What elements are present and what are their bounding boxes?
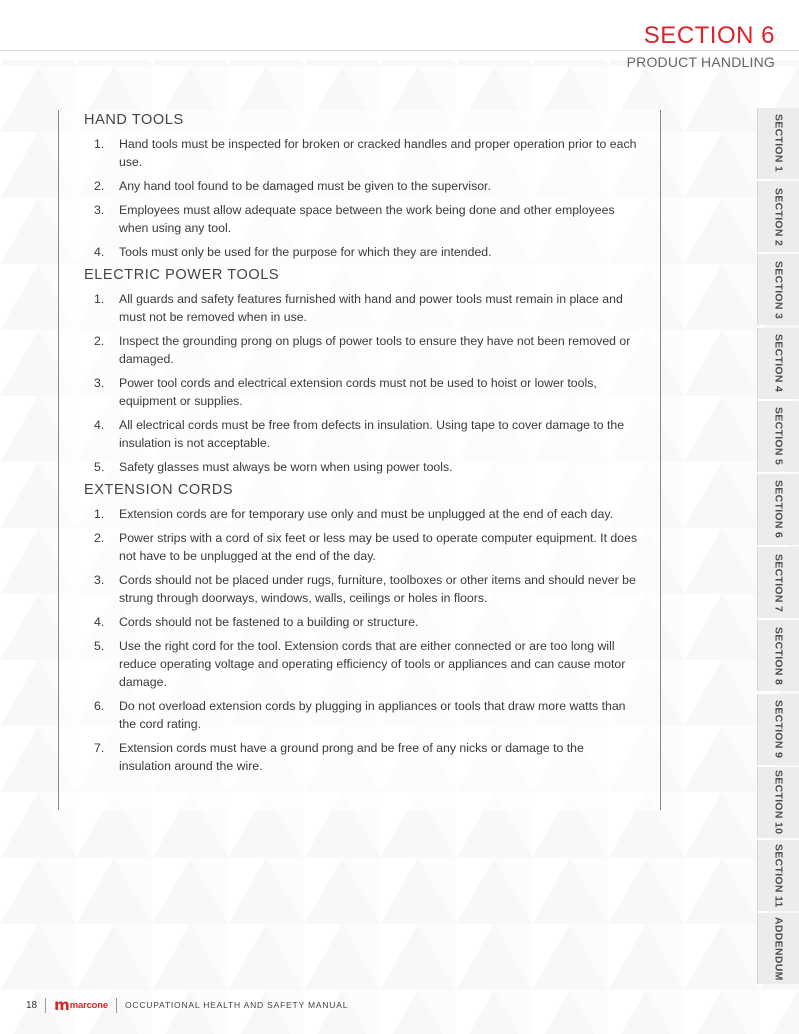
footer-divider (116, 998, 117, 1013)
tab-section-4[interactable] (757, 328, 799, 399)
item-text: Cords should not be fastened to a building or structure. (119, 615, 419, 629)
list-item (84, 505, 638, 523)
page-number: 18 (26, 999, 38, 1011)
tab-label: SECTION 4 (772, 333, 785, 393)
section-heading-hand-tools: HAND TOOLS (84, 112, 184, 128)
list-item (84, 637, 638, 691)
item-text: Use the right cord for the tool. Extension cords that are either connected or are too long will reduce operating voltage and operating efficiency of tools or appliances and can cause motor damage. (119, 639, 626, 689)
item-text: All guards and safety features furnished with hand and power tools must remain in place and must not be removed when in use. (119, 292, 623, 324)
item-number: 4. (94, 245, 105, 259)
item-number: 7. (94, 741, 105, 755)
list-item (84, 571, 638, 607)
hand-tools-list (84, 135, 638, 261)
list-item (84, 529, 638, 565)
item-text: Power strips with a cord of six feet or less may be used to operate computer equipment. It does not have to be unplugged at the end of the day. (119, 531, 638, 563)
tab-label: SECTION 9 (772, 699, 785, 759)
tab-section-7[interactable] (757, 547, 799, 618)
tab-label: SECTION 2 (772, 187, 785, 246)
tab-label: SECTION 5 (772, 407, 785, 466)
list-item (84, 332, 638, 368)
section-title: SECTION 6 (643, 22, 775, 49)
item-number: 3. (94, 376, 105, 390)
tab-section-1[interactable] (757, 108, 799, 179)
list-item (84, 739, 638, 775)
tab-label: ADDENDUM (772, 916, 785, 981)
tab-section-8[interactable] (757, 620, 799, 691)
item-text: Employees must allow adequate space between the work being done and other employees when using any tool. (119, 203, 615, 235)
item-text: Tools must only be used for the purpose for which they are intended. (119, 245, 492, 259)
list-item (84, 177, 638, 195)
tab-label: SECTION 1 (772, 114, 785, 173)
tab-section-11[interactable] (757, 840, 799, 911)
list-item (84, 416, 638, 452)
item-number: 5. (94, 460, 105, 474)
item-number: 3. (94, 203, 105, 217)
item-number: 2. (94, 531, 105, 545)
item-number: 2. (94, 179, 105, 193)
item-number: 1. (94, 137, 105, 151)
item-text: Inspect the grounding prong on plugs of power tools to ensure they have not been removed or damaged. (119, 334, 631, 366)
list-item (84, 243, 638, 261)
page-header (627, 22, 775, 71)
footer-divider (45, 998, 46, 1013)
tab-label: SECTION 8 (772, 626, 785, 685)
tab-section-10[interactable] (757, 767, 799, 838)
list-item (84, 458, 638, 476)
tab-label: SECTION 3 (772, 260, 785, 319)
list-item (84, 290, 638, 326)
tab-label: SECTION 11 (772, 843, 785, 908)
tab-section-6[interactable] (757, 474, 799, 545)
item-number: 4. (94, 418, 105, 432)
tab-section-9[interactable] (757, 694, 799, 765)
section-subtitle: PRODUCT HANDLING (626, 54, 775, 70)
tab-section-5[interactable] (757, 401, 799, 472)
item-text: Do not overload extension cords by plugging in appliances or tools that draw more watts than the cord rating. (119, 699, 626, 731)
item-number: 3. (94, 573, 105, 587)
item-text: Power tool cords and electrical extension cords must not be used to hoist or lower tools, equipment or supplies. (119, 376, 597, 408)
list-item (84, 697, 638, 733)
item-number: 2. (94, 334, 105, 348)
item-text: Hand tools must be inspected for broken or cracked handles and proper operation prior to each use. (119, 137, 637, 169)
tab-section-2[interactable] (757, 181, 799, 252)
electric-power-tools-list (84, 290, 638, 476)
list-item (84, 135, 638, 171)
page-footer (26, 997, 348, 1013)
item-number: 4. (94, 615, 105, 629)
item-number: 5. (94, 639, 105, 653)
item-text: All electrical cords must be free from defects in insulation. Using tape to cover damage to the insulation is not acceptable. (119, 418, 625, 450)
item-text: Any hand tool found to be damaged must be given to the supervisor. (119, 179, 491, 193)
tab-label: SECTION 7 (772, 553, 785, 612)
manual-title: OCCUPATIONAL HEALTH AND SAFETY MANUAL (124, 1000, 349, 1010)
section-heading-electric-power-tools: ELECTRIC POWER TOOLS (84, 267, 280, 283)
item-number: 1. (94, 292, 105, 306)
tab-addendum[interactable] (757, 913, 799, 984)
item-text: Cords should not be placed under rugs, furniture, toolboxes or other items and should never be strung through doorways, windows, walls, ceilings or holes in floors. (119, 573, 636, 605)
item-text: Extension cords are for temporary use only and must be unplugged at the end of each day. (119, 507, 614, 521)
list-item (84, 613, 638, 631)
section-tabs (757, 108, 799, 986)
item-number: 1. (94, 507, 105, 521)
item-text: Safety glasses must always be worn when using power tools. (119, 460, 453, 474)
tab-label: SECTION 6 (772, 480, 785, 539)
logo-wordmark: marcone (69, 999, 108, 1011)
list-item (84, 201, 638, 237)
tab-label: SECTION 10 (772, 770, 785, 835)
item-number: 6. (94, 699, 105, 713)
item-text: Extension cords must have a ground prong and be free of any nicks or damage to the insulation around the wire. (119, 741, 584, 773)
section-heading-extension-cords: EXTENSION CORDS (84, 482, 234, 498)
tab-section-3[interactable] (757, 254, 799, 325)
list-item (84, 374, 638, 410)
extension-cords-list (84, 505, 638, 775)
marcone-logo-icon: m (54, 996, 68, 1014)
main-content (58, 110, 661, 810)
